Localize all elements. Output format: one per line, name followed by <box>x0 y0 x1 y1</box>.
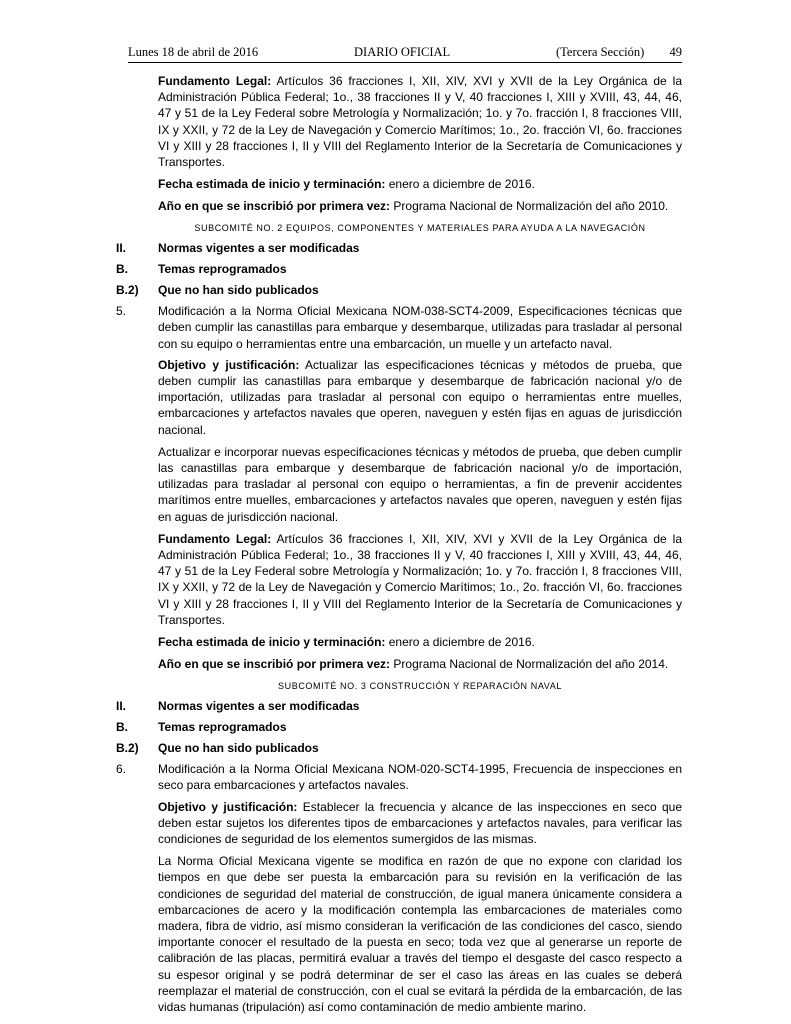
section-heading <box>116 240 682 256</box>
justification-paragraph <box>158 853 682 1015</box>
item-number: 5. <box>116 304 127 319</box>
first-registration-paragraph <box>158 198 682 214</box>
paragraph-text: Artículos 36 fracciones I, XII, XIV, XVI y XVII de la Ley Orgánica de la Administración Pública Federal; 1o., 38 fracciones II y V, 40 fracciones I, XIII y XVIII, 43, 44, 46, 47 y 51 de la Ley Federal sobre Metrología y Normalización; 1o. y 7o. fracción I, 8 fracciones VIII, IX y XXII, y 72 de la Ley de Navegación y Comercio Marítimos; 1o., 2o. fracción VI, 6o. fracciones VI y XIII y 28 fracciones I, II y VIII del Reglamento Interior de la Secretaría de Comunicaciones y Transportes. <box>158 74 682 170</box>
item-number: 6. <box>116 762 127 777</box>
subcommittee-2-heading: SUBCOMITÉ NO. 2 EQUIPOS, COMPONENTES Y MATERIALES PARA AYUDA A LA NAVEGACIÓN <box>194 222 646 233</box>
first-registration-paragraph <box>158 656 682 672</box>
paragraph-label: Año en que se inscribió por primera vez: <box>158 199 391 214</box>
section-title: Temas reprogramados <box>158 261 287 276</box>
paragraph-text: Programa Nacional de Normalización del año 2010. <box>390 199 669 214</box>
header-page-number: 49 <box>669 45 682 59</box>
paragraph-label: Fundamento Legal: <box>158 74 272 88</box>
header-title: DIARIO OFICIAL <box>354 45 451 59</box>
legal-basis-paragraph <box>158 531 682 628</box>
numbered-item <box>116 761 682 793</box>
section-title: Normas vigentes a ser modificadas <box>158 698 360 713</box>
section-heading <box>116 698 682 714</box>
legal-basis-paragraph <box>158 73 682 170</box>
header-rule <box>128 62 682 63</box>
estimated-date-paragraph <box>158 176 682 192</box>
objective-paragraph <box>158 357 682 438</box>
paragraph-text: Establecer la frecuencia y alcance de las inspecciones en seco que deben estar sujetos los diferentes tipos de embarcaciones y artefactos navales, para verificar las condiciones de seguridad de los elementos sumergidos de las mismas. <box>158 799 683 846</box>
section-title: Normas vigentes a ser modificadas <box>158 240 360 255</box>
paragraph-text: enero a diciembre de 2016. <box>385 635 535 650</box>
paragraph-label: Año en que se inscribió por primera vez: <box>158 657 391 672</box>
page-body <box>116 73 682 1021</box>
page-header <box>128 44 682 60</box>
paragraph-label: Fecha estimada de inicio y terminación: <box>158 177 386 192</box>
paragraph-label: Objetivo y justificación: <box>158 357 300 372</box>
paragraph-label: Fecha estimada de inicio y terminación: <box>158 635 386 650</box>
paragraph-label: Fundamento Legal: <box>158 531 272 546</box>
numbered-item <box>116 303 682 352</box>
item-text: Modificación a la Norma Oficial Mexicana NOM-020-SCT4-1995, Frecuencia de inspecciones en seco para embarcaciones y artefactos navales. <box>158 762 682 793</box>
section-heading <box>116 261 682 277</box>
paragraph-label: Objetivo y justificación: <box>158 799 298 814</box>
header-section: (Tercera Sección) <box>556 45 645 59</box>
section-heading <box>116 719 682 735</box>
subcommittee-3-heading: SUBCOMITÉ NO. 3 CONSTRUCCIÓN Y REPARACIÓN NAVAL <box>278 680 562 691</box>
paragraph-text: Actualizar e incorporar nuevas especificaciones técnicas y métodos de prueba, que deben cumplir las canastillas para embarque y desembarque de fabricación nacional y/o de importación, utilizadas para trasladar al personal con equipo o herramientas, a fin de prevenir accidentes marítimos entre muelles, embarcaciones y artefactos navales que operen, naveguen y estén fijas en aguas de jurisdicción nacional. <box>158 444 682 524</box>
paragraph-text: Programa Nacional de Normalización del año 2014. <box>390 657 669 672</box>
section-heading <box>116 740 682 756</box>
justification-paragraph <box>158 444 682 525</box>
section-number: II. <box>116 698 127 713</box>
paragraph-text: Actualizar las especificaciones técnicas y métodos de prueba, que deben cumplir las canastillas para embarque y desembarque de fabricación nacional y/o de importación, utilizadas para trasladar al personal con equipo o herramientas entre muelles, embarcaciones y artefactos navales que operen, naveguen y estén fijas en aguas de jurisdicción nacional. <box>158 357 682 437</box>
section-number: B.2) <box>116 740 139 755</box>
estimated-date-paragraph <box>158 634 682 650</box>
section-heading <box>116 282 682 298</box>
section-number: II. <box>116 240 127 255</box>
objective-paragraph <box>158 799 682 848</box>
header-date: Lunes 18 de abril de 2016 <box>128 45 259 59</box>
section-number: B.2) <box>116 283 139 298</box>
section-number: B. <box>116 261 128 276</box>
section-title: Que no han sido publicados <box>158 740 319 755</box>
item-text: Modificación a la Norma Oficial Mexicana NOM-038-SCT4-2009, Especificaciones técnicas que deben cumplir las canastillas para embarque y desembarque, utilizadas para trasladar al personal con su equipo o herramientas entre una embarcación, un muelle y un artefacto naval. <box>158 304 682 351</box>
paragraph-text: Artículos 36 fracciones I, XII, XIV, XVI y XVII de la Ley Orgánica de la Administración Pública Federal; 1o., 38 fracciones II y V, 40 fracciones I, XIII y XVIII, 43, 44, 46, 47 y 51 de la Ley Federal sobre Metrología y Normalización; 1o. y 7o. fracción I, 8 fracciones VIII, IX y XXII, y 72 de la Ley de Navegación y Comercio Marítimos; 1o., 2o. fracción VI, 6o. fracciones VI y XIII y 28 fracciones I, II y VIII del Reglamento Interior de la Secretaría de Comunicaciones y Transportes. <box>158 531 682 627</box>
section-title: Temas reprogramados <box>158 719 287 734</box>
paragraph-text: enero a diciembre de 2016. <box>385 177 535 192</box>
paragraph-text: La Norma Oficial Mexicana vigente se modifica en razón de que no expone con claridad los tiempos en que debe ser puesta la embarcación para su revisión en la verificación de las condiciones de seguridad del material de construcción, de igual manera únicamente considera a embarcaciones de acero y la modificación contempla las embarcaciones de materiales como madera, fibra de vidrio, así mismo consideran la verificación de las condiciones del casco, siendo importante conocer el resultado de la puesta en seco; toda vez que al generarse un reporte de calibración de las placas, permitirá evaluar a través del tiempo el desgaste del casco respecto a su espesor original y se podrá determinar de ser el caso las áreas en las cuales se deberá reemplazar el material de construcción, con el cual se evitará la pérdida de la embarcación, de las vidas humanas (tripulación) así como contaminación de medio ambiente marino. <box>158 854 682 1014</box>
section-title: Que no han sido publicados <box>158 283 319 298</box>
section-number: B. <box>116 719 128 734</box>
